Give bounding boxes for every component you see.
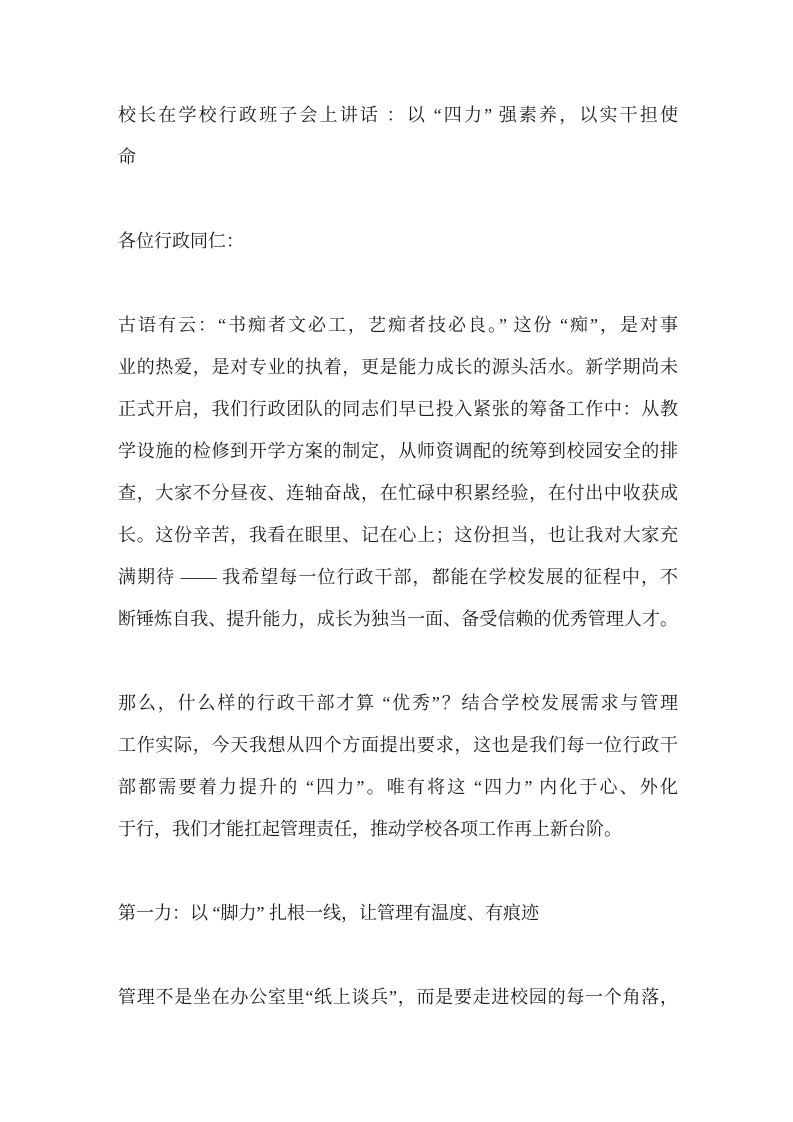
text-line: 那么，什么样的行政干部才算 “优秀”？结合学校发展需求与管理 — [118, 693, 678, 713]
paragraph-footwork-opening — [118, 976, 678, 1018]
text-line: 管理不是坐在办公室里“纸上谈兵”，而是要走进校园的每一个角落， — [118, 987, 678, 1007]
paragraph-intro — [118, 304, 678, 640]
text-line: 第一力：以 “脚力” 扎根一线，让管理有温度、有痕迹 — [118, 903, 539, 923]
text-line: 古语有云：“书痴者文必工，艺痴者技必良。” 这份 “痴”，是对事 — [118, 315, 678, 335]
text-line: 正式开启，我们行政团队的同志们早已投入紧张的筹备工作中：从教 — [118, 399, 678, 419]
text-line: 长。这份辛苦，我看在眼里、记在心上；这份担当，也让我对大家充 — [118, 525, 678, 545]
salutation — [118, 220, 678, 262]
text-line: 部都需要着力提升的 “四力”。唯有将这 “四力” 内化于心、外化 — [118, 777, 678, 797]
text-line: 满期待 —— 我希望每一位行政干部，都能在学校发展的征程中，不 — [118, 567, 678, 587]
text-line: 于行，我们才能扛起管理责任，推动学校各项工作再上新台阶。 — [118, 819, 622, 839]
text-line: 各位行政同仁： — [118, 231, 244, 251]
section-heading-first-ability — [118, 892, 678, 934]
text-line: 工作实际，今天我想从四个方面提出要求，这也是我们每一位行政干 — [118, 735, 678, 755]
text-line: 业的热爱，是对专业的执着，更是能力成长的源头活水。新学期尚未 — [118, 357, 678, 377]
paragraph-four-abilities — [118, 682, 678, 850]
text-line: 断锤炼自我、提升能力，成长为独当一面、备受信赖的优秀管理人才。 — [118, 609, 678, 629]
text-line: 校长在学校行政班子会上讲话 ：以 “四力” 强素养，以实干担使 — [118, 105, 678, 125]
text-line: 查，大家不分昼夜、连轴奋战，在忙碌中积累经验，在付出中收获成 — [118, 483, 678, 503]
text-line: 学设施的检修到开学方案的制定，从师资调配的统筹到校园安全的排 — [118, 441, 678, 461]
document-title — [118, 94, 678, 178]
text-line: 命 — [118, 147, 136, 167]
